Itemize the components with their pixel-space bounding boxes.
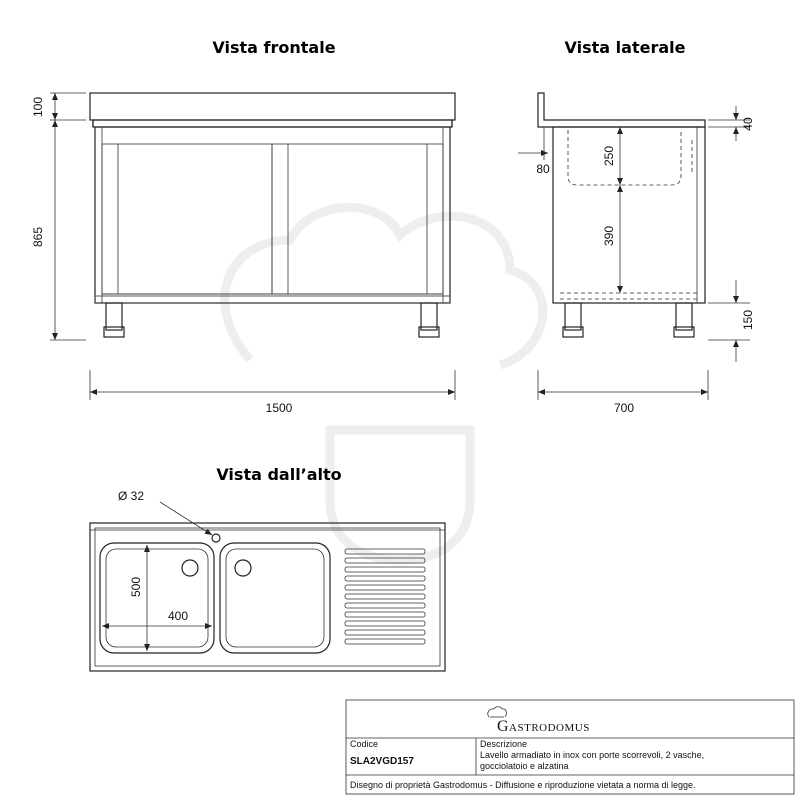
- drainboard: [345, 549, 425, 644]
- codice-value: SLA2VGD157: [350, 756, 414, 767]
- title-block-footer: Disegno di proprietà Gastrodomus - Diffusione e riproduzione vietata a norma di legge.: [350, 780, 696, 790]
- dim-side-cabinet-gap: 390: [602, 225, 616, 247]
- watermark-logo: [225, 207, 543, 560]
- top-view-title: Vista dall’alto: [216, 465, 342, 484]
- top-view: [90, 489, 445, 671]
- dim-top-hole-diameter: Ø 32: [118, 489, 145, 503]
- dim-front-backsplash-height: 100: [31, 96, 45, 118]
- dim-side-overhang: 80: [536, 162, 550, 176]
- codice-label: Codice: [350, 739, 379, 749]
- dim-front-body-height: 865: [31, 226, 45, 248]
- descrizione-line-1: Lavello armadiato in inox con porte scorrevoli, 2 vasche,: [480, 750, 705, 760]
- front-view-title: Vista frontale: [212, 38, 336, 57]
- dim-top-bowl-depth: 500: [129, 576, 143, 598]
- brand-name: Gastrodomus: [497, 718, 590, 735]
- dim-top-bowl-width: 400: [167, 609, 189, 623]
- dim-side-leg-height: 150: [741, 309, 755, 331]
- side-view-title: Vista laterale: [564, 38, 686, 57]
- dim-side-bowl-depth: 250: [602, 145, 616, 167]
- descrizione-label: Descrizione: [480, 739, 528, 749]
- descrizione-line-2: gocciolatoio e alzatina: [480, 761, 569, 771]
- dim-side-depth: 700: [613, 401, 635, 415]
- dim-side-top-ledge: 40: [741, 117, 755, 131]
- dim-front-width: 1500: [265, 401, 293, 415]
- side-view: [518, 93, 755, 415]
- gastrodomus-logo-icon: [488, 707, 507, 717]
- title-block: [346, 700, 794, 794]
